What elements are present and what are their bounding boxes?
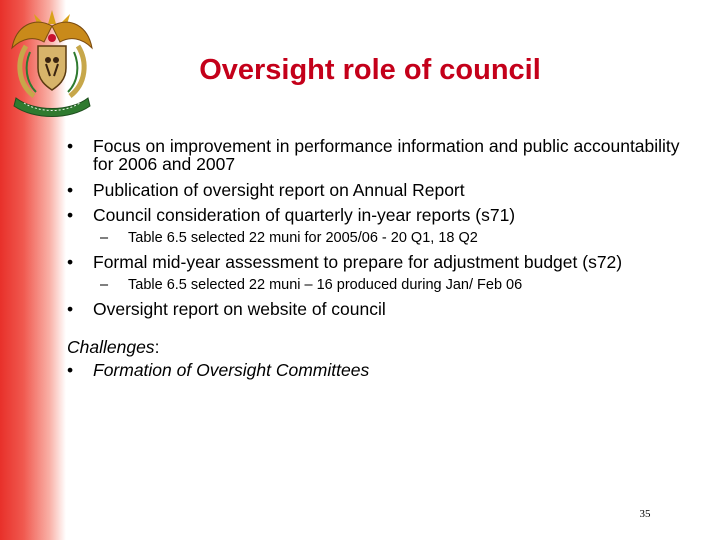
sub-bullet-dash: –	[100, 277, 109, 293]
bullet-item	[67, 137, 687, 173]
bullet-item	[67, 181, 687, 199]
sub-bullet-item	[67, 277, 687, 293]
page-number: 35	[639, 508, 651, 520]
sub-bullet-item	[67, 230, 687, 246]
bullet-item	[67, 300, 687, 318]
bullet-dot: •	[67, 299, 74, 319]
bullet-dot: •	[67, 360, 74, 380]
sub-bullet-text: Table 6.5 selected 22 muni – 16 produced during Jan/ Feb 06	[128, 277, 523, 293]
bullet-dot: •	[67, 205, 74, 225]
bullet-text: Oversight report on website of council	[93, 299, 386, 319]
bullet-text: Publication of oversight report on Annual Report	[93, 180, 465, 200]
slide-title: Oversight role of council	[199, 54, 541, 86]
bullet-text: Focus on improvement in performance information and public accountability for 2006 and 2007	[93, 136, 680, 174]
challenges-label: Challenges	[67, 337, 155, 357]
challenge-text: Formation of Oversight Committees	[93, 360, 370, 380]
challenge-item	[67, 359, 687, 381]
bullet-dot: •	[67, 180, 74, 200]
bullet-dot: •	[67, 136, 74, 156]
bullet-text: Formal mid-year assessment to prepare for adjustment budget (s72)	[93, 252, 623, 272]
challenges-colon: :	[154, 337, 160, 357]
challenges-heading	[67, 336, 687, 358]
coat-of-arms-icon	[4, 2, 100, 118]
sub-bullet-dash: –	[100, 230, 109, 246]
bullet-text: Council consideration of quarterly in-year reports (s71)	[93, 205, 516, 225]
sub-bullet-text: Table 6.5 selected 22 muni for 2005/06 - 20 Q1, 18 Q2	[128, 230, 478, 246]
bullet-item	[67, 206, 687, 224]
slide-body	[67, 137, 687, 381]
bullet-item	[67, 253, 687, 271]
bullet-dot: •	[67, 252, 74, 272]
